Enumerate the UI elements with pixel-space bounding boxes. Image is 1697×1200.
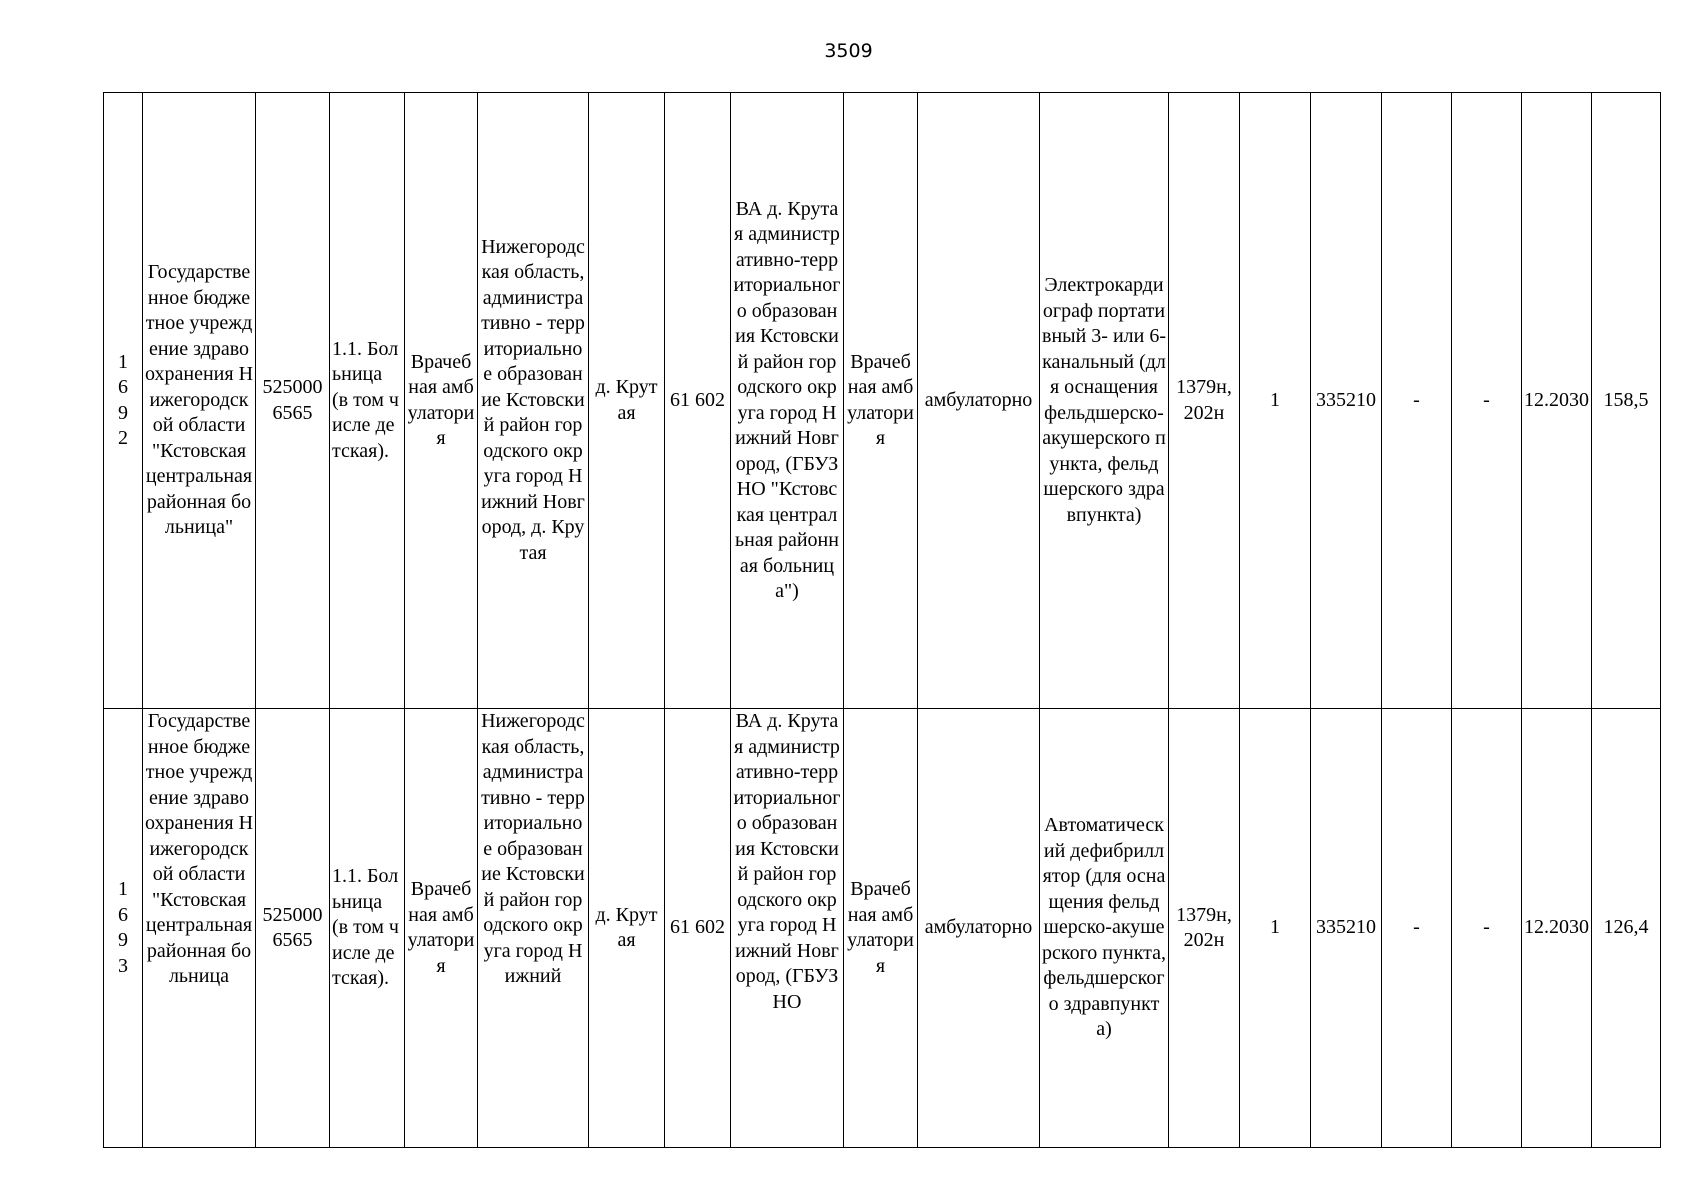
cell-order-numbers: 1379н, 202н: [1169, 93, 1240, 709]
cell-quantity: 1: [1240, 709, 1311, 1148]
cell-inn: 525000 6565: [256, 93, 330, 709]
cell-deadline: 12.2030: [1522, 93, 1592, 709]
cell-cost: 158,5: [1592, 93, 1661, 709]
cell-organization-type: 1.1. Больница (в том числе детская).: [330, 709, 405, 1148]
cell-oktmo: 61 602: [665, 93, 731, 709]
cell-empty-1: -: [1382, 709, 1452, 1148]
cell-row-number: 1692: [104, 93, 143, 709]
cell-inn: 525000 6565: [256, 709, 330, 1148]
cell-equipment-name: Электрокардиограф портативный 3- или 6-канальный (для оснащения фельдшерско-акушерского пункта, фельдшерского здравпункта): [1040, 93, 1169, 709]
cell-unit-name: ВА д. Крутая административно-территориального образования Кстовский район городского округа город Нижний Новгород, (ГБУЗ НО "Кстовская центральная районная больница"): [731, 93, 844, 709]
page-number: 3509: [824, 40, 873, 62]
cell-equipment-name: Автоматический дефибриллятор (для оснащения фельдшерско-акушерского пункта, фельдшерского здравпункта): [1040, 709, 1169, 1148]
cell-address: Нижегородская область, административно - территориальное образование Кстовский район городского округа город Нижний: [478, 709, 589, 1148]
cell-locality: д. Крутая: [589, 93, 665, 709]
cell-unit-kind: Врачебная амбулатория: [844, 709, 918, 1148]
cell-organization-name: Государственное бюджетное учреждение здравоохранения Нижегородской области "Кстовская центральная районная больница": [143, 93, 256, 709]
cell-care-form: амбулаторно: [918, 93, 1040, 709]
cell-unit-kind: Врачебная амбулатория: [844, 93, 918, 709]
cell-quantity: 1: [1240, 93, 1311, 709]
cell-empty-2: -: [1452, 709, 1522, 1148]
cell-organization-type: 1.1. Больница (в том числе детская).: [330, 93, 405, 709]
cell-deadline: 12.2030: [1522, 709, 1592, 1148]
table-row: [104, 93, 1661, 709]
cell-order-numbers: 1379н, 202н: [1169, 709, 1240, 1148]
cell-unit-type: Врачебная амбулатория: [405, 709, 478, 1148]
cell-row-number: 1693: [104, 709, 143, 1148]
cell-oktmo: 61 602: [665, 709, 731, 1148]
cell-empty-2: -: [1452, 93, 1522, 709]
cell-organization-name: Государственное бюджетное учреждение здравоохранения Нижегородской области "Кстовская центральная районная больница: [143, 709, 256, 1148]
cell-unit-name: ВА д. Крутая административно-территориального образования Кстовский район городского округа город Нижний Новгород, (ГБУЗ НО: [731, 709, 844, 1148]
cell-empty-1: -: [1382, 93, 1452, 709]
table-row: [104, 709, 1661, 1148]
cell-unit-type: Врачебная амбулатория: [405, 93, 478, 709]
cell-address: Нижегородская область, административно - территориальное образование Кстовский район городского округа город Нижний Новгород, д. Крутая: [478, 93, 589, 709]
cell-care-form: амбулаторно: [918, 709, 1040, 1148]
cell-nkmi-code: 335210: [1311, 93, 1382, 709]
registry-table: [103, 92, 1661, 1148]
cell-locality: д. Крутая: [589, 709, 665, 1148]
cell-cost: 126,4: [1592, 709, 1661, 1148]
cell-nkmi-code: 335210: [1311, 709, 1382, 1148]
